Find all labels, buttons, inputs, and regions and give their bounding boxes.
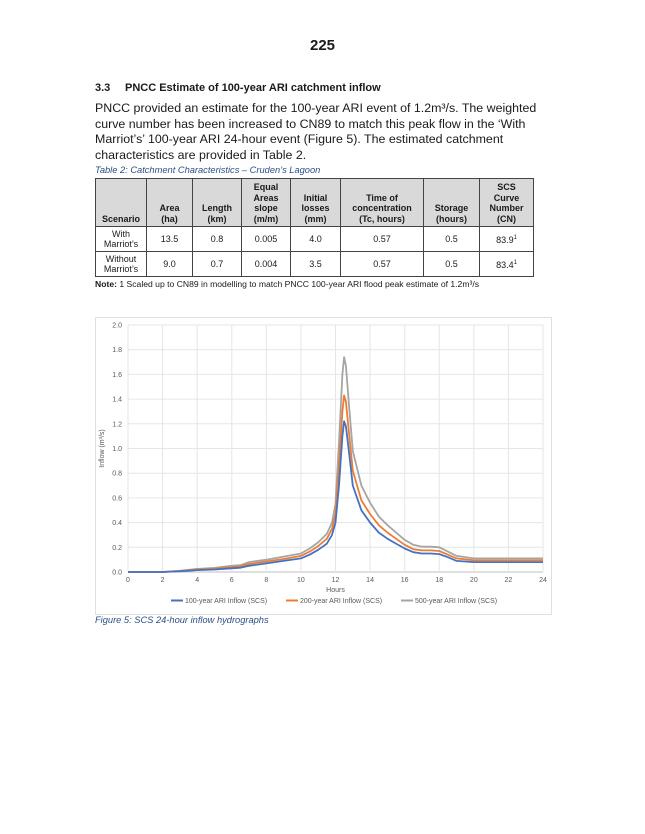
x-tick-label: 0 xyxy=(126,577,130,584)
body-paragraph: PNCC provided an estimate for the 100-year ARI event of 1.2m³/s. The weighted curve number has been increased to CN89 to match this peak flow in the ‘With Marriot’s’ 100-year ARI 24-hour event (Figure 5). The estimated catchment characteristics are provided in Table 2. xyxy=(95,101,537,162)
x-tick-label: 12 xyxy=(331,577,340,584)
chart-grid xyxy=(128,325,543,572)
cell-tc: 0.57 xyxy=(341,227,424,252)
table-note xyxy=(95,279,479,289)
y-tick-label: 1.2 xyxy=(112,421,122,429)
note-label: Note: xyxy=(95,279,117,289)
y-tick-label: 1.8 xyxy=(112,347,122,355)
cell-scenario: Without Marriot’s xyxy=(96,252,147,277)
cell-slope: 0.005 xyxy=(242,227,291,252)
cell-cn: 83.4$^1$ xyxy=(480,252,534,277)
cell-tc: 0.57 xyxy=(341,252,424,277)
cell-cn: 83.9$^1$ xyxy=(480,227,534,252)
legend-label: 100-year ARI Inflow (SCS) xyxy=(185,598,268,605)
header-tc: Time of concentration (Tc, hours) xyxy=(341,179,424,227)
table-caption: Table 2: Catchment Characteristics – Cruden’s Lagoon xyxy=(95,165,321,175)
cell-storage: 0.5 xyxy=(424,252,480,277)
cell-length: 0.7 xyxy=(193,252,242,277)
x-tick-label: 2 xyxy=(160,577,165,584)
y-tick-label: 1.0 xyxy=(112,446,122,453)
y-tick-label: 0.0 xyxy=(112,569,122,577)
table-row xyxy=(96,227,534,252)
x-tick-label: 24 xyxy=(539,577,547,584)
y-tick-label: 1.4 xyxy=(112,396,122,404)
header-length: Length (km) xyxy=(193,179,242,227)
note-text: 1 Scaled up to CN89 in modelling to match PNCC 100-year ARI flood peak estimate of 1.2m³/s xyxy=(116,279,480,289)
y-tick-label: 0.4 xyxy=(112,520,122,528)
catchment-table xyxy=(95,178,534,277)
x-tick-label: 20 xyxy=(469,577,478,584)
chart-canvas xyxy=(96,318,551,614)
x-tick-label: 16 xyxy=(400,577,409,584)
y-tick-label: 0.2 xyxy=(112,544,122,552)
footnote-marker: 1 xyxy=(513,260,517,266)
x-tick-label: 6 xyxy=(229,577,234,584)
x-tick-label: 8 xyxy=(264,577,269,584)
header-scenario: Scenario xyxy=(96,179,147,227)
section-heading xyxy=(95,82,381,94)
section-number: 3.3 xyxy=(95,82,111,94)
x-tick-label: 14 xyxy=(366,577,374,584)
header-area: Area (ha) xyxy=(147,179,193,227)
section-title: PNCC Estimate of 100-year ARI catchment inflow xyxy=(125,82,381,94)
x-tick-label: 18 xyxy=(435,577,444,584)
legend-label: 500-year ARI Inflow (SCS) xyxy=(415,598,498,605)
header-storage: Storage (hours) xyxy=(424,179,480,227)
page-number: 225 xyxy=(309,37,336,54)
header-cn: SCS Curve Number (CN) xyxy=(480,179,534,227)
cell-area: 13.5 xyxy=(147,227,193,252)
y-tick-label: 0.6 xyxy=(112,495,122,503)
legend-label: 200-year ARI Inflow (SCS) xyxy=(300,598,383,605)
hydrograph-chart xyxy=(95,317,552,615)
y-tick-label: 1.6 xyxy=(112,371,122,379)
table-row xyxy=(96,252,534,277)
cell-losses: 4.0 xyxy=(291,227,341,252)
cell-scenario: With Marriot’s xyxy=(96,227,147,252)
y-tick-label: 2.0 xyxy=(112,322,122,330)
x-tick-label: 4 xyxy=(195,577,200,584)
cell-storage: 0.5 xyxy=(424,227,480,252)
chart-legend xyxy=(171,598,497,605)
cell-losses: 3.5 xyxy=(291,252,341,277)
footnote-marker: 1 xyxy=(513,235,517,241)
y-tick-label: 0.8 xyxy=(112,470,122,478)
cell-length: 0.8 xyxy=(193,227,242,252)
x-tick-label: 22 xyxy=(504,577,513,584)
header-slope: Equal Areas slope (m/m) xyxy=(242,179,291,227)
x-axis-title: Hours xyxy=(326,587,345,594)
table-header-row xyxy=(96,179,534,227)
x-tick-label: 10 xyxy=(297,577,305,584)
y-axis-title: Inflow (m³/s) xyxy=(99,429,106,468)
cell-area: 9.0 xyxy=(147,252,193,277)
cell-slope: 0.004 xyxy=(242,252,291,277)
figure-caption: Figure 5: SCS 24-hour inflow hydrographs xyxy=(95,615,269,625)
header-losses: Initial losses (mm) xyxy=(291,179,341,227)
chart-ticks xyxy=(112,323,547,585)
